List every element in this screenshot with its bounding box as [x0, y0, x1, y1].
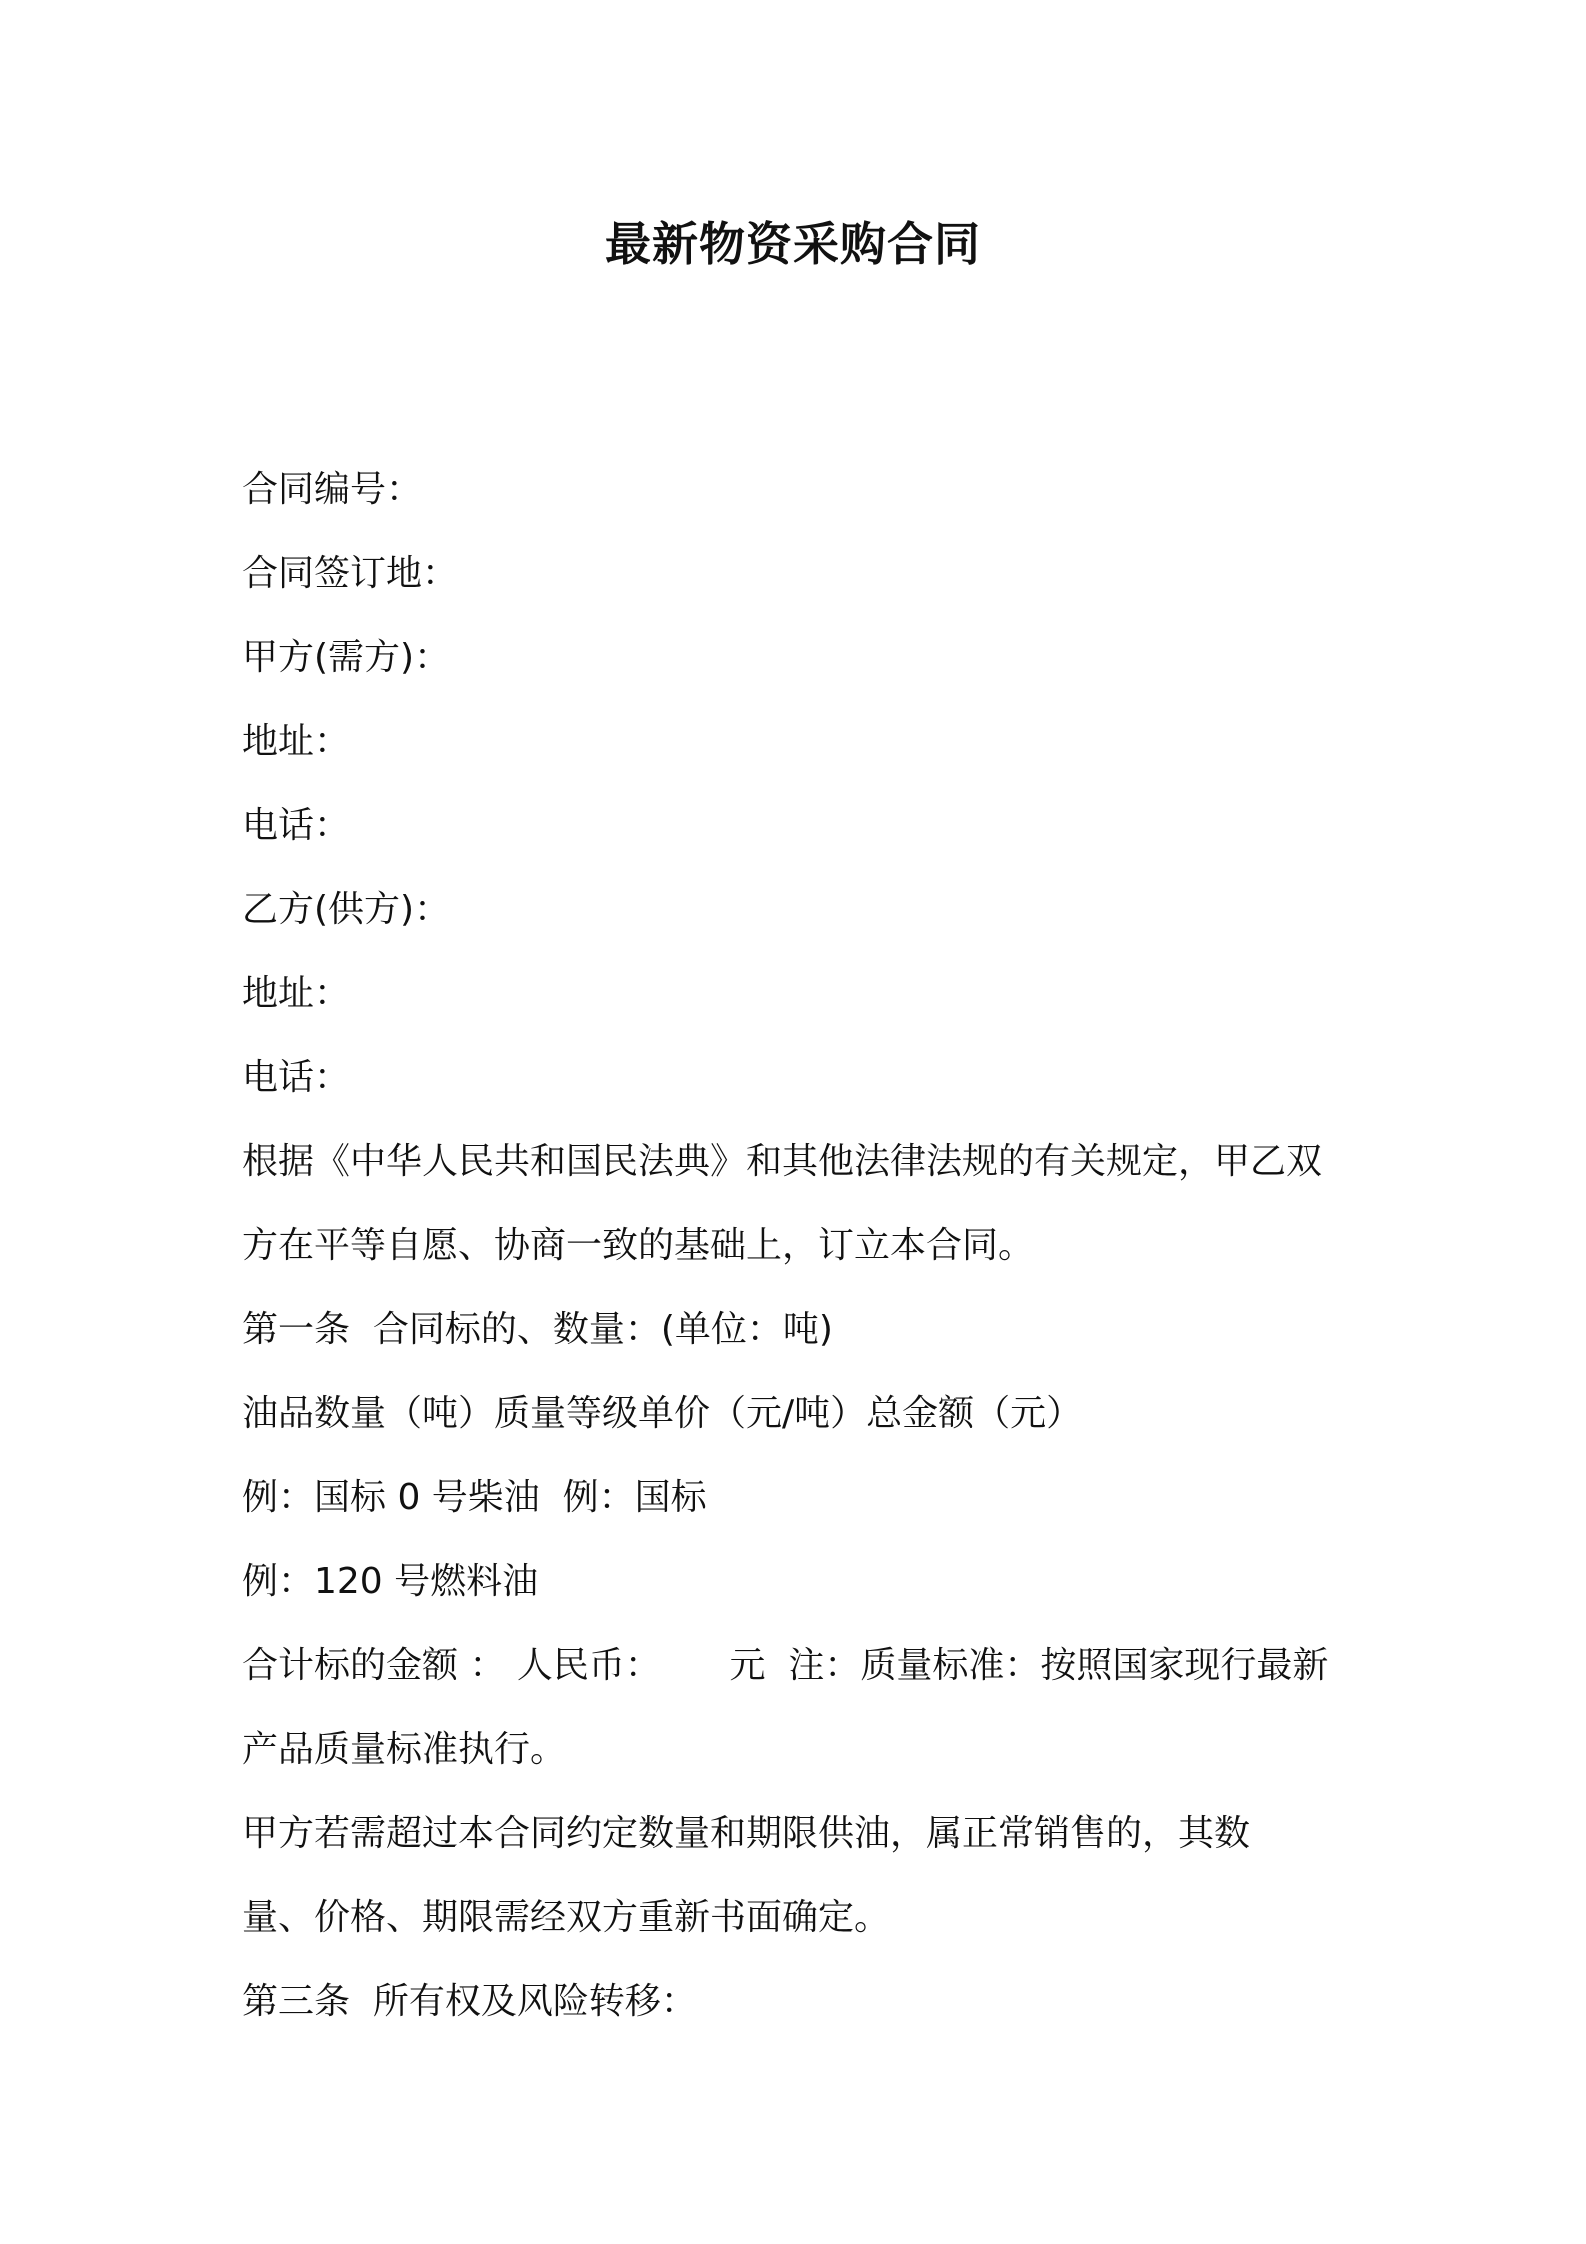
product-table-header-line: 油品数量（吨）质量等级单价（元/吨）总金额（元） [242, 1393, 1083, 1434]
example-line-1: 例：国标 0 号柴油 例：国标 [242, 1477, 707, 1518]
article-1-heading: 第一条 合同标的、数量：(单位：吨) [242, 1309, 833, 1350]
preamble-line-1: 根据《中华人民共和国民法典》和其他法律法规的有关规定，甲乙双 [242, 1141, 1323, 1182]
preamble-line-2: 方在平等自愿、协商一致的基础上，订立本合同。 [242, 1225, 1035, 1266]
total-amount-line: 合计标的金额 ： 人民币： 元 注：质量标准：按照国家现行最新 [242, 1645, 1329, 1686]
document-title: 最新物资采购合同 [605, 217, 981, 271]
extra-supply-line-1: 甲方若需超过本合同约定数量和期限供油，属正常销售的，其数 [242, 1813, 1251, 1854]
document-body [242, 448, 1362, 2044]
party-b-line: 乙方(供方)： [242, 889, 451, 930]
example-line-2: 例：120 号燃料油 [242, 1561, 539, 1602]
signing-place-line: 合同签订地： [242, 553, 459, 594]
extra-supply-line-2: 量、价格、期限需经双方重新书面确定。 [242, 1897, 891, 1938]
party-b-phone-line: 电话： [242, 1057, 351, 1098]
party-a-address-line: 地址： [242, 721, 351, 762]
party-a-line: 甲方(需方)： [242, 637, 451, 678]
quality-standard-line: 产品质量标准执行。 [242, 1729, 567, 1770]
contract-number-line: 合同编号： [242, 469, 423, 510]
party-b-address-line: 地址： [242, 973, 351, 1014]
party-a-phone-line: 电话： [242, 805, 351, 846]
article-3-heading: 第三条 所有权及风险转移： [242, 1981, 697, 2022]
